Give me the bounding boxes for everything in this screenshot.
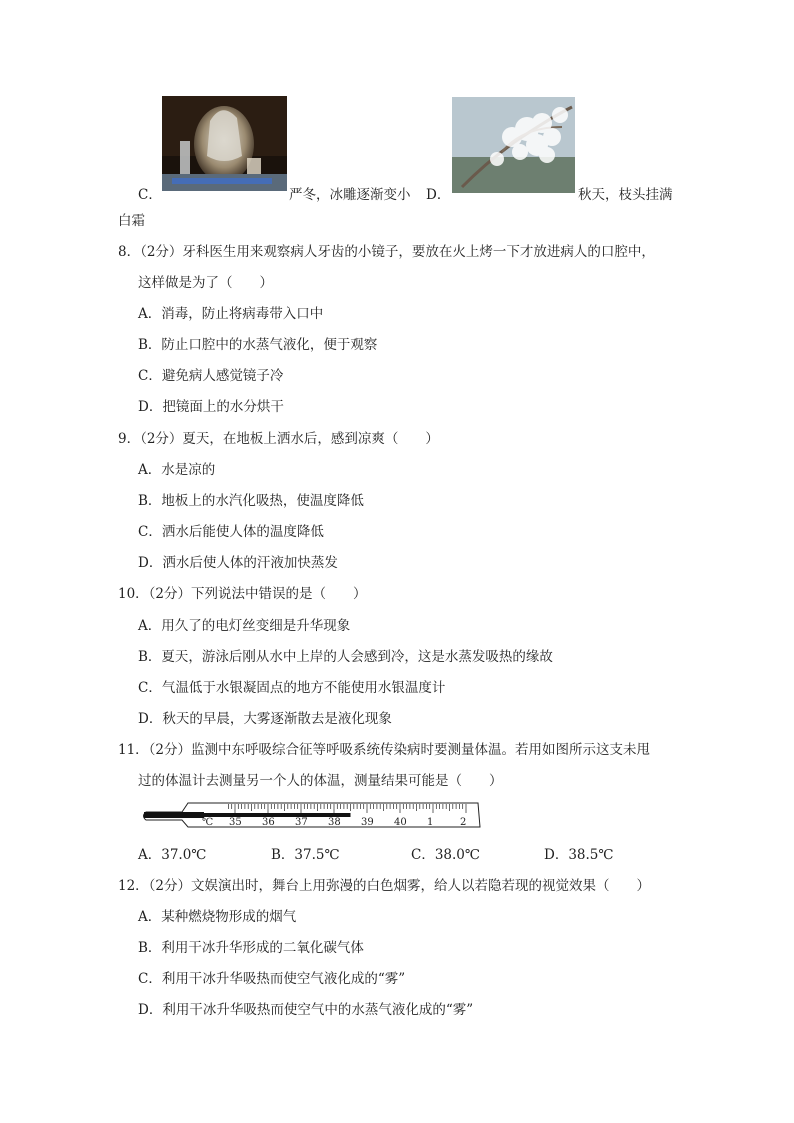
q12-stem: 12．（2分）文娱演出时，舞台上用弥漫的白色烟雾，给人以若隐若现的视觉效果（ ） xyxy=(118,878,651,894)
thermometer-tick-label: 36 xyxy=(262,817,275,828)
q8-option-d: D．把镜面上的水分烘干 xyxy=(138,399,284,415)
thermometer-tick-label: 39 xyxy=(361,817,374,828)
q10-option-c: C．气温低于水银凝固点的地方不能使用水银温度计 xyxy=(138,680,446,696)
q7-option-c-text: 严冬，冰雕逐渐变小 xyxy=(289,187,411,203)
q11-stem: 11．（2分）监测中东呼吸综合征等呼吸系统传染病时要测量体温。若用如图所示这支未甩 xyxy=(118,742,651,758)
q7-option-d-continuation: 白霜 xyxy=(118,213,145,229)
q9-stem: 9．（2分）夏天，在地板上洒水后，感到凉爽（ ） xyxy=(118,431,439,447)
q7-option-d-text: 秋天，枝头挂满 xyxy=(578,187,673,203)
q9-option-c: C．洒水后能使人体的温度降低 xyxy=(138,524,324,540)
q8-option-c: C．避免病人感觉镜子冷 xyxy=(138,368,284,384)
q9-option-d: D．洒水后使人体的汗液加快蒸发 xyxy=(138,555,338,571)
q12-option-b: B．利用干冰升华形成的二氧化碳气体 xyxy=(138,940,364,956)
q9-option-b: B．地板上的水汽化吸热，使温度降低 xyxy=(138,493,364,509)
q8-option-a: A．消毒，防止将病毒带入口中 xyxy=(138,306,324,322)
q7-option-c-letter: C． xyxy=(138,187,162,203)
q10-option-a: A．用久了的电灯丝变细是升华现象 xyxy=(138,618,351,634)
thermometer-tick-label: 38 xyxy=(328,817,341,828)
thermometer-tick-label: 37 xyxy=(295,817,308,828)
q8-option-b: B．防止口腔中的水蒸气液化，便于观察 xyxy=(138,337,378,353)
thermometer-unit: ℃ xyxy=(202,817,214,828)
thermometer-tick-label: 1 xyxy=(427,817,434,828)
q12-option-c: C．利用干冰升华吸热而使空气液化成的“雾” xyxy=(138,971,406,987)
clinical-thermometer xyxy=(140,800,485,832)
q8-stem-continuation: 这样做是为了（ ） xyxy=(138,275,273,291)
q10-stem: 10．（2分）下列说法中错误的是（ ） xyxy=(118,586,367,602)
q11-stem-continuation: 过的体温计去测量另一个人的体温，测量结果可能是（ ） xyxy=(138,773,503,789)
q12-option-d: D．利用干冰升华吸热而使空气中的水蒸气液化成的“雾” xyxy=(138,1002,474,1018)
q7-option-d-letter: D． xyxy=(426,187,451,203)
q8-stem: 8．（2分）牙科医生用来观察病人牙齿的小镜子，要放在火上烤一下才放进病人的口腔中， xyxy=(118,244,655,260)
q11-option-c: C．38.0℃ xyxy=(411,847,480,863)
frost-branch-photo xyxy=(452,97,575,193)
ice-sculpture-photo xyxy=(162,96,287,191)
q12-option-a: A．某种燃烧物形成的烟气 xyxy=(138,909,297,925)
q10-option-d: D．秋天的早晨，大雾逐渐散去是液化现象 xyxy=(138,711,392,727)
thermometer-tick-label: 2 xyxy=(460,817,467,828)
q11-option-d: D．38.5℃ xyxy=(544,847,614,863)
q10-option-b: B．夏天，游泳后刚从水中上岸的人会感到冷，这是水蒸发吸热的缘故 xyxy=(138,649,553,665)
thermometer-tick-label: 35 xyxy=(229,817,242,828)
q11-option-b: B．37.5℃ xyxy=(271,847,340,863)
q11-option-a: A．37.0℃ xyxy=(138,847,207,863)
thermometer-tick-label: 40 xyxy=(394,817,407,828)
q9-option-a: A．水是凉的 xyxy=(138,462,216,478)
